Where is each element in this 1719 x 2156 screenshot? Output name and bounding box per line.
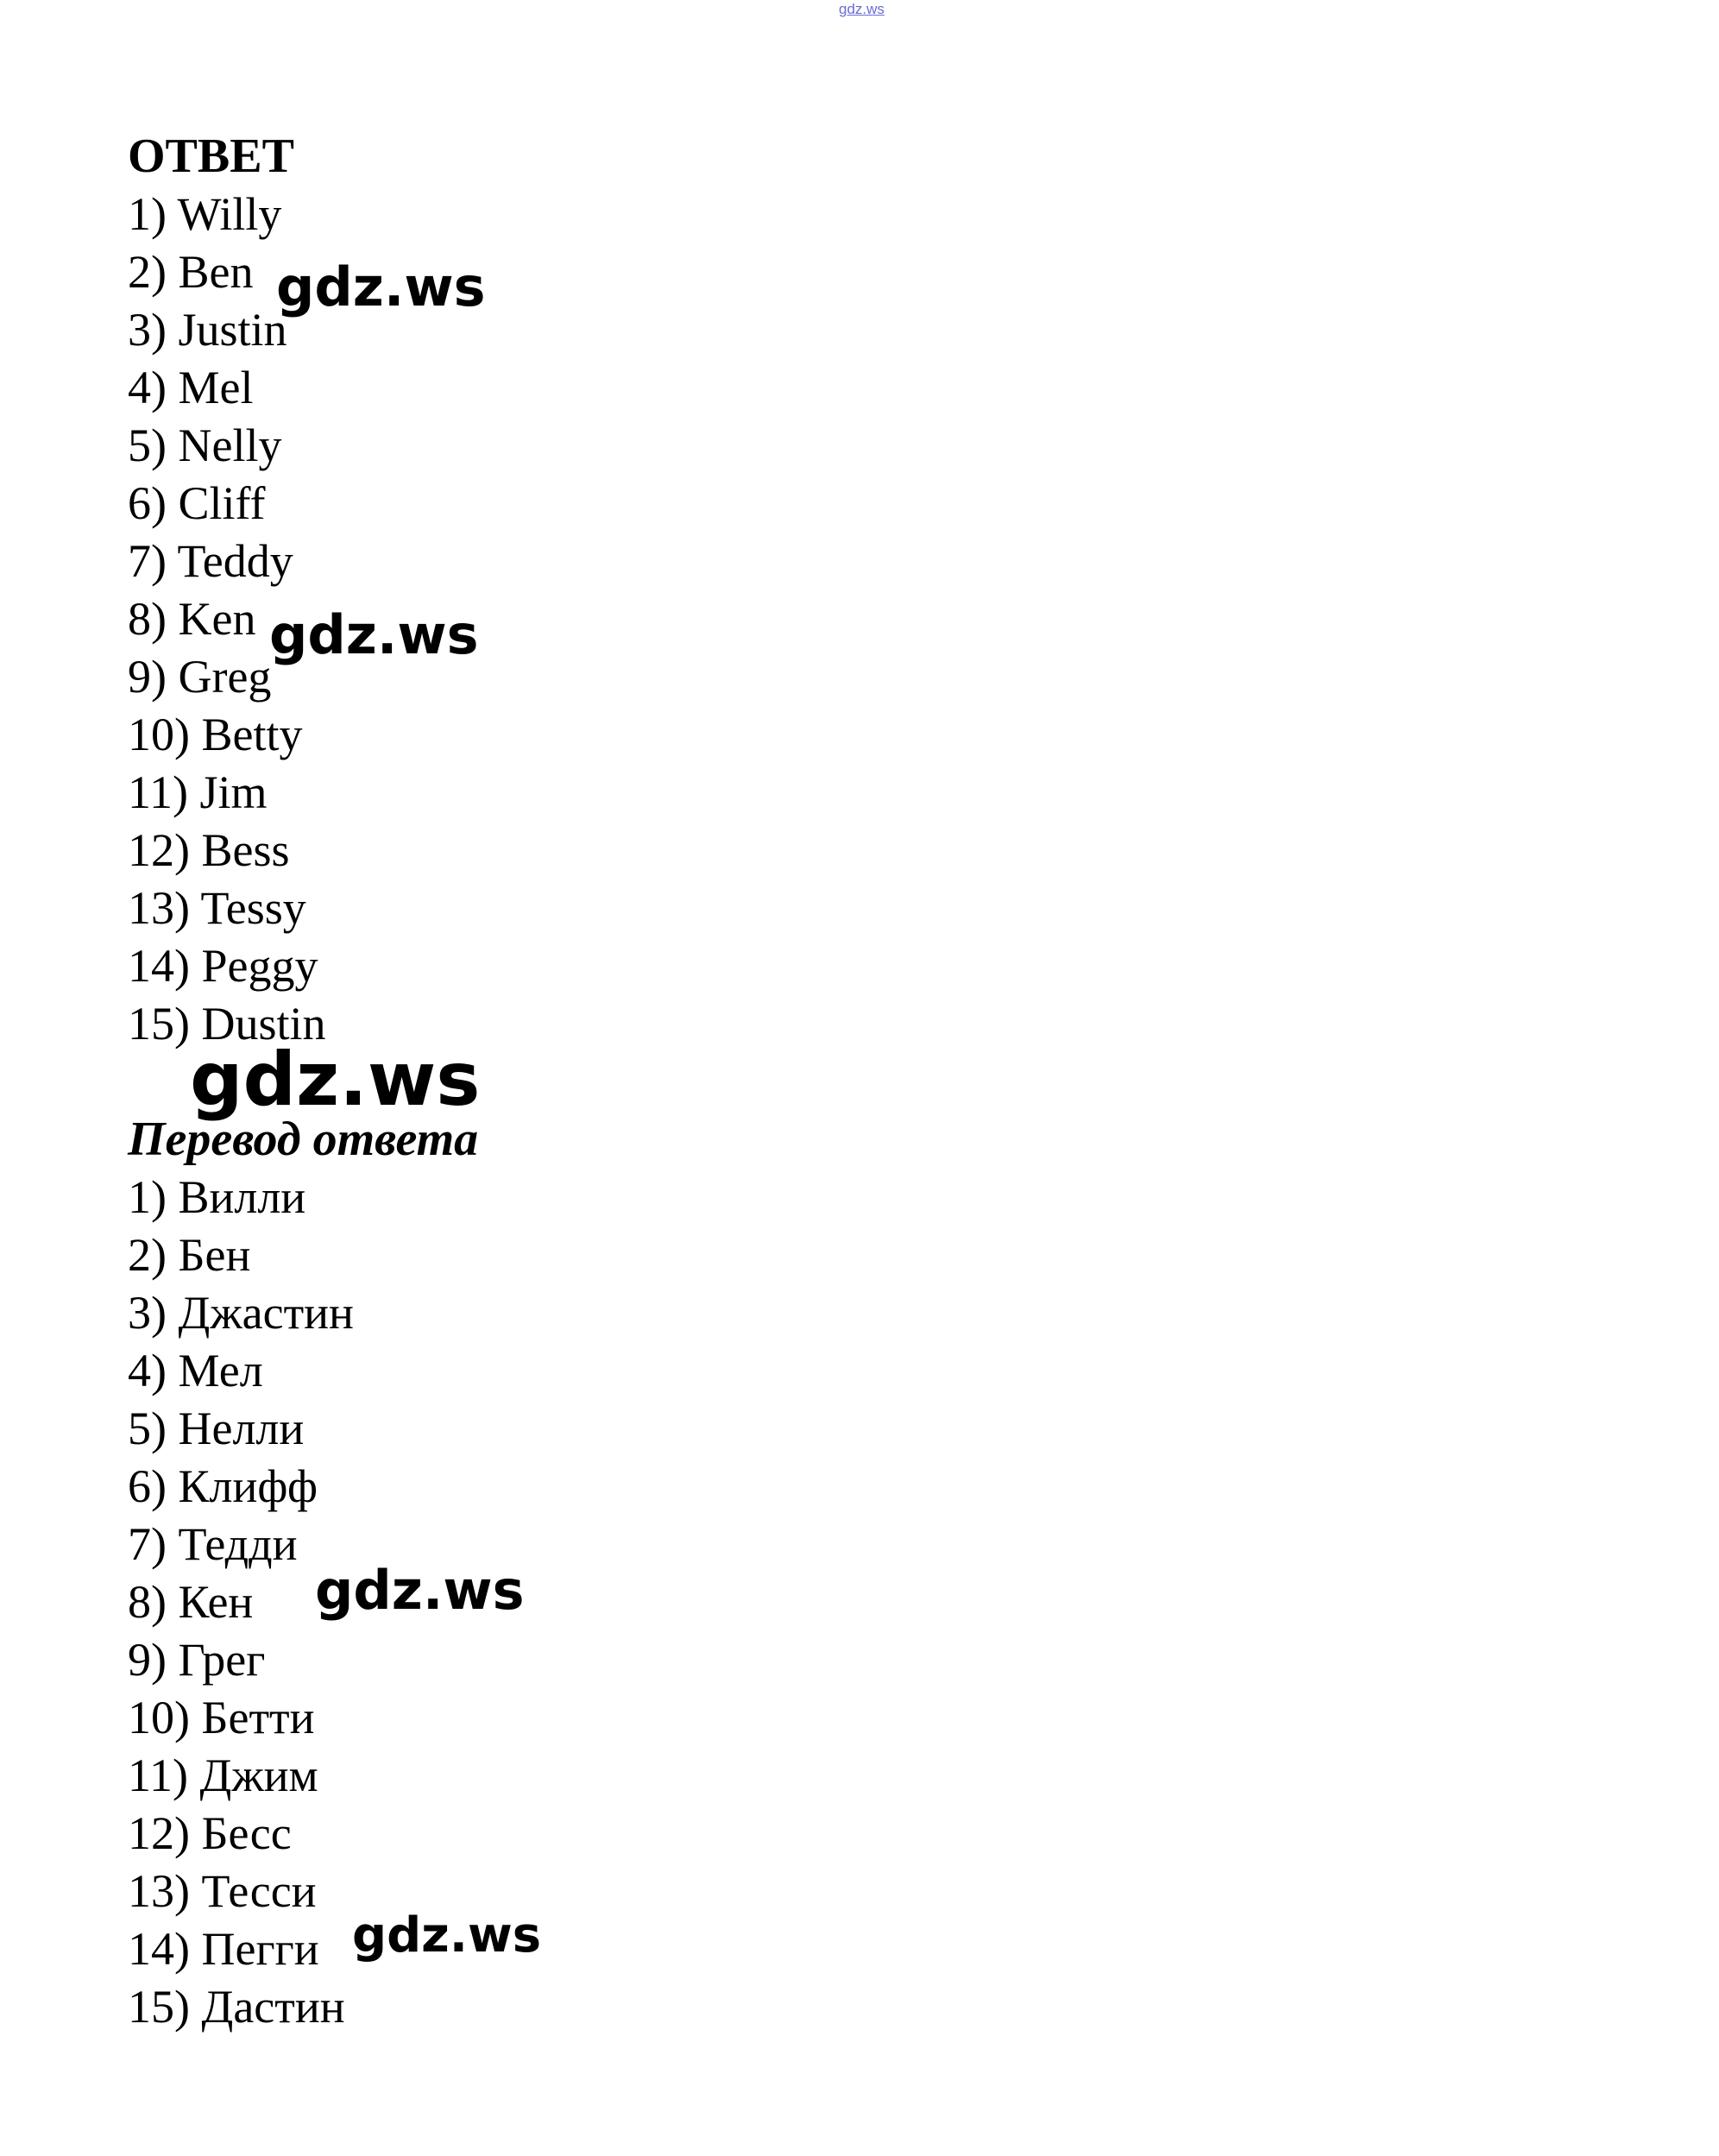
translation-item: 10) Бетти <box>128 1692 315 1743</box>
translation-item: 6) Клифф <box>128 1460 318 1512</box>
watermark: gdz.ws <box>352 1907 542 1964</box>
translation-item: 3) Джастин <box>128 1287 354 1339</box>
translation-item: 5) Нелли <box>128 1403 305 1454</box>
translation-item: 13) Тесси <box>128 1865 317 1917</box>
answer-item: 15) Dustin <box>128 998 326 1050</box>
watermark: gdz.ws <box>269 603 479 666</box>
answer-item: 11) Jim <box>128 766 268 818</box>
watermark: gdz.ws <box>276 255 486 318</box>
translation-heading: Перевод ответа <box>128 1113 479 1166</box>
site-link[interactable]: gdz.ws <box>839 1 885 17</box>
translation-item: 11) Джим <box>128 1749 318 1801</box>
answer-item: 4) Mel <box>128 362 254 413</box>
translation-item: 1) Вилли <box>128 1171 306 1223</box>
translation-item: 7) Тедди <box>128 1518 298 1570</box>
answer-item: 2) Ben <box>128 246 254 298</box>
answer-item: 9) Greg <box>128 651 272 703</box>
translation-item: 8) Кен <box>128 1576 254 1628</box>
answer-item: 1) Willy <box>128 188 282 240</box>
answer-item: 8) Ken <box>128 593 256 645</box>
answer-item: 7) Teddy <box>128 535 293 587</box>
translation-item: 12) Бесс <box>128 1807 292 1859</box>
watermark: gdz.ws <box>315 1559 525 1622</box>
translation-item: 15) Дастин <box>128 1981 345 2033</box>
answer-item: 5) Nelly <box>128 419 282 471</box>
answer-item: 13) Tessy <box>128 882 306 934</box>
answer-item: 12) Bess <box>128 824 290 876</box>
translation-item: 2) Бен <box>128 1229 251 1281</box>
answer-item: 10) Betty <box>128 709 303 760</box>
watermark: gdz.ws <box>190 1037 481 1123</box>
translation-item: 4) Мел <box>128 1345 263 1396</box>
translation-item: 9) Грег <box>128 1634 266 1686</box>
answer-item: 3) Justin <box>128 304 287 356</box>
translation-item: 14) Пегги <box>128 1923 319 1975</box>
answer-heading: ОТВЕТ <box>128 129 294 183</box>
answer-item: 14) Peggy <box>128 940 318 992</box>
answer-item: 6) Cliff <box>128 477 266 529</box>
